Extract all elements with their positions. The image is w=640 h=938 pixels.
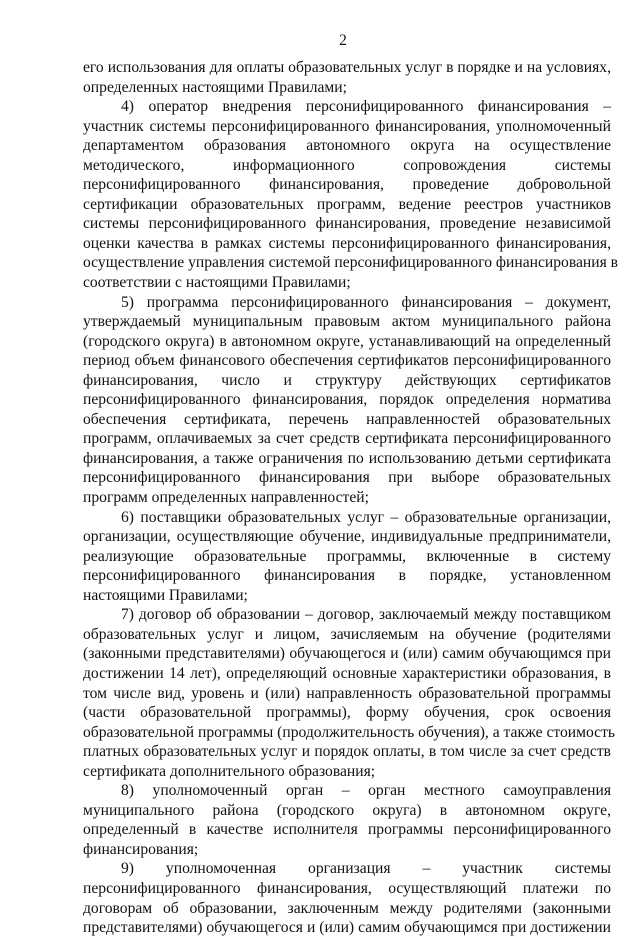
text-line: утверждаемый муниципальным правовым актом муниципального района — [83, 313, 611, 331]
text-line: договорам об образовании, заключенным между родителями (законными — [83, 899, 611, 917]
text-line: финансирования, число и структуру действующих сертификатов — [83, 371, 611, 389]
text-line: персонифицированного финансирования, проведение добровольной — [83, 176, 611, 194]
text-line: финансирования; — [83, 840, 199, 858]
text-line: участник системы персонифицированного финансирования, уполномоченный — [83, 117, 611, 135]
text-line: финансирования, а также ограничения по использованию детьми сертификата — [83, 449, 611, 467]
text-line: (городского округа) в автономном округе, устанавливающий на определенный — [83, 332, 611, 350]
text-line: муниципального района (городского округа) в автономном округе, — [83, 801, 611, 819]
text-line: 9) уполномоченная организация – участник системы — [121, 860, 611, 878]
text-line: (части образовательной программы), форму обучения, срок освоения — [83, 704, 611, 722]
paragraph — [83, 781, 611, 859]
text-line: представителями) обучающегося и (или) самим обучающимся при достижении — [83, 919, 611, 937]
text-line: его использования для оплаты образовательных услуг в порядке и на условиях, — [83, 59, 611, 76]
text-line: организации, осуществляющие обучение, индивидуальные предприниматели, — [83, 528, 611, 546]
text-line: департаментом образования автономного округа на осуществление — [83, 137, 611, 155]
text-line: реализующие образовательные программы, включенные в систему — [83, 547, 611, 565]
text-line: платных образовательных услуг и порядок оплаты, в том числе за счет средств — [83, 743, 611, 761]
text-line: системы персонифицированного финансирования, проведение независимой — [83, 215, 611, 233]
document-body — [83, 58, 619, 938]
text-line: определенный в качестве исполнителя программы персонифицированного — [83, 821, 611, 839]
text-line: оценки качества в рамках системы персонифицированного финансирования, — [83, 234, 611, 252]
text-line: определенных настоящими Правилами; — [83, 78, 347, 96]
text-line: (законными представителями) обучающегося и (или) самим обучающимся при — [83, 645, 611, 663]
text-line: достижении 14 лет), определяющий основные характеристики образования, в — [83, 664, 611, 682]
text-line: программ, оплачиваемых за счет средств сертификата персонифицированного — [83, 430, 611, 448]
text-line: сертификата дополнительного образования; — [83, 762, 376, 780]
text-line: осуществление управления системой персонифицированного финансирования в — [83, 254, 619, 272]
text-line: методического, информационного сопровождения системы — [83, 156, 611, 174]
text-line: образовательной программы (продолжительность обучения), а также стоимость — [83, 723, 616, 741]
page-number: 2 — [339, 32, 347, 49]
text-line: персонифицированного финансирования, осуществляющий платежи по — [83, 879, 611, 897]
text-line: персонифицированного финансирования при выборе образовательных — [83, 469, 611, 487]
text-line: 6) поставщики образовательных услуг – образовательные организации, — [121, 508, 611, 526]
text-line: персонифицированного финансирования в порядке, установленном — [83, 567, 611, 585]
paragraph — [83, 58, 611, 97]
text-line: персонифицированного финансирования, порядок определения норматива — [83, 391, 611, 409]
paragraph — [83, 859, 611, 937]
paragraph — [83, 293, 611, 508]
text-line: том числе вид, уровень и (или) направленность образовательной программы — [83, 684, 611, 702]
paragraph — [83, 508, 611, 606]
text-line: программ определенных направленностей; — [83, 489, 369, 507]
text-line: настоящими Правилами; — [83, 586, 248, 604]
paragraph — [83, 97, 619, 292]
text-line: 5) программа персонифицированного финансирования – документ, — [121, 293, 611, 311]
text-line: период объем финансового обеспечения сертификатов персонифицированного — [83, 352, 611, 370]
paragraph — [83, 605, 616, 781]
text-line: образовательных услуг и лицом, зачисляемым на обучение (родителями — [83, 625, 611, 643]
text-line: обеспечения сертификата, перечень направленностей образовательных — [83, 410, 611, 428]
text-line: 8) уполномоченный орган – орган местного самоуправления — [121, 782, 611, 800]
text-line: 4) оператор внедрения персонифицированного финансирования – — [121, 98, 611, 116]
text-line: соответствии с настоящими Правилами; — [83, 274, 351, 292]
text-line: 7) договор об образовании – договор, заключаемый между поставщиком — [121, 606, 611, 624]
text-line: сертификации образовательных программ, ведение реестров участников — [83, 195, 611, 213]
